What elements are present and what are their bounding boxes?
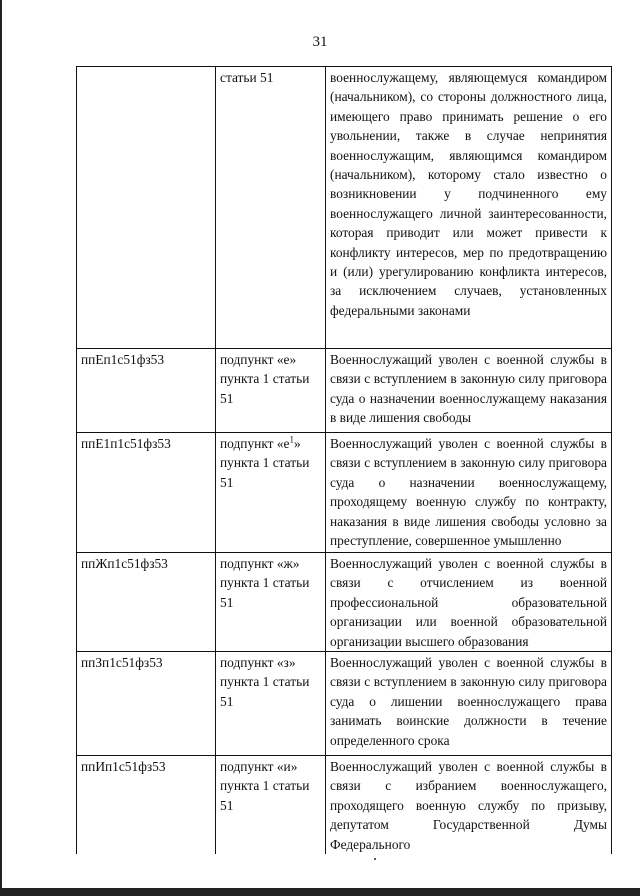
legal-reference: подпункт «и» пункта 1 статьи 51 [216, 756, 326, 855]
page-number: 31 [312, 34, 328, 50]
legal-reference [216, 433, 326, 553]
reason-code: ппЕ1п1с51фз53 [77, 433, 216, 553]
table-row [77, 553, 612, 652]
reason-code: ппЗп1с51фз53 [77, 652, 216, 756]
legal-reference-superscript: 1 [289, 434, 294, 445]
legal-reference: подпункт «е» пункта 1 статьи 51 [216, 349, 326, 433]
reason-description: Военнослужащий уволен с военной службы в связи с вступлением в законную силу приговора суда о назначении военнослужащему, проходящему военную службу по контракту, наказания в виде лишения свободы условно за преступление, совершенное умышленно [326, 433, 612, 553]
reason-code: ппИп1с51фз53 [77, 756, 216, 855]
reason-description: Военнослужащий уволен с военной службы в связи с вступлением в законную силу приговора суда о лишении военнослужащего права занимать воинские должности в течение определенного срока [326, 652, 612, 756]
scan-edge-bottom [0, 888, 640, 896]
legal-reference: статьи 51 [216, 67, 326, 349]
article-reasons-table [76, 66, 612, 854]
table-row [77, 756, 612, 855]
reason-code [77, 67, 216, 349]
reason-description: военнослужащему, являющемуся командиром (начальником), со стороны должностного лица, имеющего право принимать решение о его увольнении, также в случае непринятия военнослужащим, являющимся командиром (начальником), которому стало известно о возникновении у подчиненного ему военнослужащего личной заинтересованности, которая приводит или может привести к конфликту интересов, мер по предотвращению и (или) урегулированию конфликта интересов, за исключением случаев, установленных федеральными законами [326, 67, 612, 349]
reason-description: Военнослужащий уволен с военной службы в связи с отчислением из военной профессиональной образовательной организации или военной образовательной организации высшего образования [326, 553, 612, 652]
legal-reference-part: подпункт «е [220, 436, 290, 451]
scan-speck [374, 858, 376, 860]
legal-reference-part: » пункта 1 статьи 51 [220, 436, 310, 490]
table-row [77, 67, 612, 349]
reason-description: Военнослужащий уволен с военной службы в связи с избранием военнослужащего, проходящего военную службу по призыву, депутатом Государственной Думы Федерального [326, 756, 612, 855]
table-row [77, 652, 612, 756]
reason-code: ппЕп1с51фз53 [77, 349, 216, 433]
table-row [77, 433, 612, 553]
scan-edge-left [0, 0, 2, 896]
reason-code: ппЖп1с51фз53 [77, 553, 216, 652]
legal-reference: подпункт «з» пункта 1 статьи 51 [216, 652, 326, 756]
reason-description: Военнослужащий уволен с военной службы в связи с вступлением в законную силу приговора суда о назначении военнослужащему наказания в виде лишения свободы [326, 349, 612, 433]
legal-reference: подпункт «ж» пункта 1 статьи 51 [216, 553, 326, 652]
table-row [77, 349, 612, 433]
